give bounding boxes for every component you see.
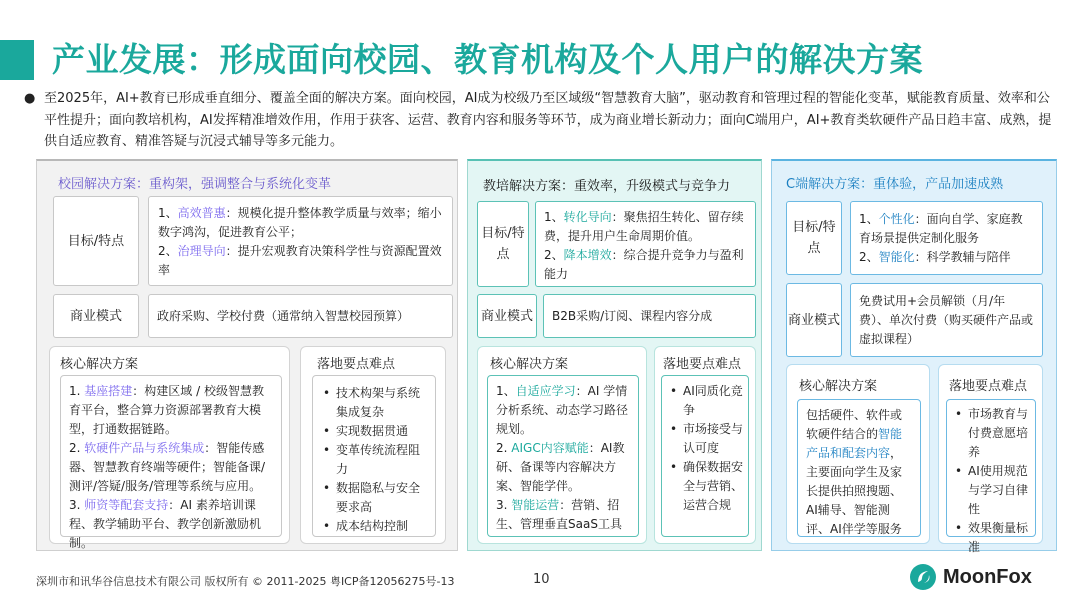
list-item: • 实现数据贯通: [323, 422, 429, 441]
campus-difficulty-content: [312, 375, 436, 537]
campus-core-2: 2. 软硬件产品与系统集成：智能传感器、智慧教育终端等硬件；智能备课/测评/答疑/服务/管理等系统与应用。: [69, 441, 266, 493]
consumer-difficulty-section: [938, 364, 1043, 554]
campus-difficulty-list: [323, 384, 429, 536]
consumer-goal-2: 2、智能化：科学教辅与陪伴: [859, 250, 1011, 264]
footer-copyright: 深圳市和讯华谷信息技术有限公司 版权所有 © 2011-2025 粤ICP备12056275号-13: [36, 575, 455, 588]
campus-biz-content: 政府采购、学校付费（通常纳入智慧校园预算）: [148, 294, 453, 338]
page-title: 产业发展：形成面向校园、教育机构及个人用户的解决方案: [52, 40, 923, 79]
campus-difficulty-label: 落地要点难点: [317, 357, 396, 372]
campus-core-section: [49, 346, 290, 550]
training-difficulty-content: [661, 375, 749, 537]
training-difficulty-label: 落地要点难点: [663, 357, 742, 372]
consumer-core-label: 核心解决方案: [799, 379, 878, 394]
training-goal-content: [535, 201, 756, 287]
training-biz-label: 商业模式: [477, 294, 537, 338]
campus-core-content: [60, 375, 282, 550]
consumer-biz-content: 免费试用+会员解锁（月/年费）、单次付费（购买硬件产品或虚拟课程）: [850, 283, 1043, 357]
training-core-content: [487, 375, 639, 537]
consumer-difficulty-list: [955, 405, 1031, 557]
training-biz-content: B2B采购/订阅、课程内容分成: [543, 294, 756, 338]
training-core-label: 核心解决方案: [490, 357, 569, 372]
consumer-difficulty-content: [946, 399, 1036, 554]
training-core-1: 1、自适应学习：AI 学情分析系统、动态学习路径规划。: [496, 384, 629, 436]
campus-core-1: 1. 基座搭建：构建区域 / 校级智慧教育平台，整合算力资源部署教育大模型，打通数据链路。: [69, 384, 264, 436]
consumer-panel-title: C端解决方案：重体验，产品加速成熟: [786, 177, 1004, 192]
bullet-icon: ●: [24, 91, 36, 106]
list-item: • 变革传统流程阻力: [323, 441, 429, 479]
consumer-solution-panel: [771, 159, 1057, 554]
campus-biz-label: 商业模式: [53, 294, 139, 338]
training-panel-title: 教培解决方案：重效率，升级模式与竞争力: [483, 179, 731, 194]
list-item: • 确保数据安全与营销、运营合规: [670, 458, 744, 515]
consumer-core-content: 包括硬件、软件或软硬件结合的智能产品和配套内容，主要面向学生及家长提供拍照搜题、AI辅导、智能测评、AI伴学等服务: [797, 399, 921, 537]
list-item: • 市场教育与付费意愿培养: [955, 405, 1031, 462]
training-goal-1: 1、转化导向：聚焦招生转化、留存续费，提升用户生命周期价值。: [544, 210, 744, 243]
list-item: • AI使用规范与学习自律性: [955, 462, 1031, 519]
training-core-3: 3. 智能运营：营销、招生、管理垂直SaaS工具: [496, 498, 622, 531]
campus-core-label: 核心解决方案: [60, 357, 139, 372]
campus-core-3: 3. 师资等配套支持：AI 素养培训课程、教学辅助平台、教学创新激励机制。: [69, 498, 262, 550]
consumer-biz-label: 商业模式: [786, 283, 842, 357]
moonfox-logo-text: MoonFox: [943, 565, 1032, 588]
consumer-goal-1: 1、个性化：面向自学、家庭教育场景提供定制化服务: [859, 212, 1023, 245]
campus-goal-label: 目标/特点: [53, 196, 139, 286]
consumer-goal-label: 目标/特点: [786, 201, 842, 275]
consumer-difficulty-label: 落地要点难点: [949, 379, 1028, 394]
training-goal-2: 2、降本增效：综合提升竞争力与盈利能力: [544, 248, 744, 281]
list-item: • 效果衡量标准: [955, 519, 1031, 557]
list-item: • 成本结构控制: [323, 517, 429, 536]
list-item: • 技术构架与系统集成复杂: [323, 384, 429, 422]
page-number: 10: [533, 572, 550, 587]
training-goal-label: 目标/特点: [477, 201, 529, 287]
intro-paragraph: [24, 88, 1054, 153]
list-item: • 数据隐私与安全要求高: [323, 479, 429, 517]
list-item: • AI同质化竞争: [670, 382, 744, 420]
campus-goal-1: 1、高效普惠：规模化提升整体教学质量与效率；缩小数字鸿沟，促进教育公平；: [158, 206, 442, 239]
moonfox-logo-icon: [909, 563, 937, 591]
title-accent-bar: [0, 40, 34, 80]
training-core-section: [477, 346, 647, 544]
training-difficulty-list: [670, 382, 744, 515]
training-core-2: 2. AIGC内容赋能：AI教研、备课等内容解决方案、智能学伴。: [496, 441, 625, 493]
consumer-goal-content: [850, 201, 1043, 275]
intro-text: 至2025年，AI+教育已形成垂直细分、覆盖全面的解决方案。面向校园，AI成为校级乃至区域级“智慧教育大脑”，驱动教育和管理过程的智能化变革，赋能教育质量、效率和公平性提升；面向教培机构，AI发挥精准增效作用，作用于获客、运营、教育内容和服务等环节，成为商业增长新动力；面向C端用户，AI+教育类软硬件产品日趋丰富、成熟，提供自适应教育、精准答疑与沉浸式辅导等多元能力。: [44, 91, 1052, 149]
campus-solution-panel: [36, 159, 458, 551]
training-difficulty-section: [654, 346, 756, 544]
campus-difficulty-section: [300, 346, 446, 544]
moonfox-logo: [909, 563, 1032, 591]
campus-goal-content: [148, 196, 453, 286]
campus-panel-title: 校园解决方案：重构架，强调整合与系统化变革: [58, 177, 332, 192]
campus-goal-2: 2、治理导向：提升宏观教育决策科学性与资源配置效率: [158, 244, 442, 277]
training-solution-panel: [467, 159, 762, 551]
list-item: • 市场接受与认可度: [670, 420, 744, 458]
consumer-core-section: [786, 364, 930, 544]
